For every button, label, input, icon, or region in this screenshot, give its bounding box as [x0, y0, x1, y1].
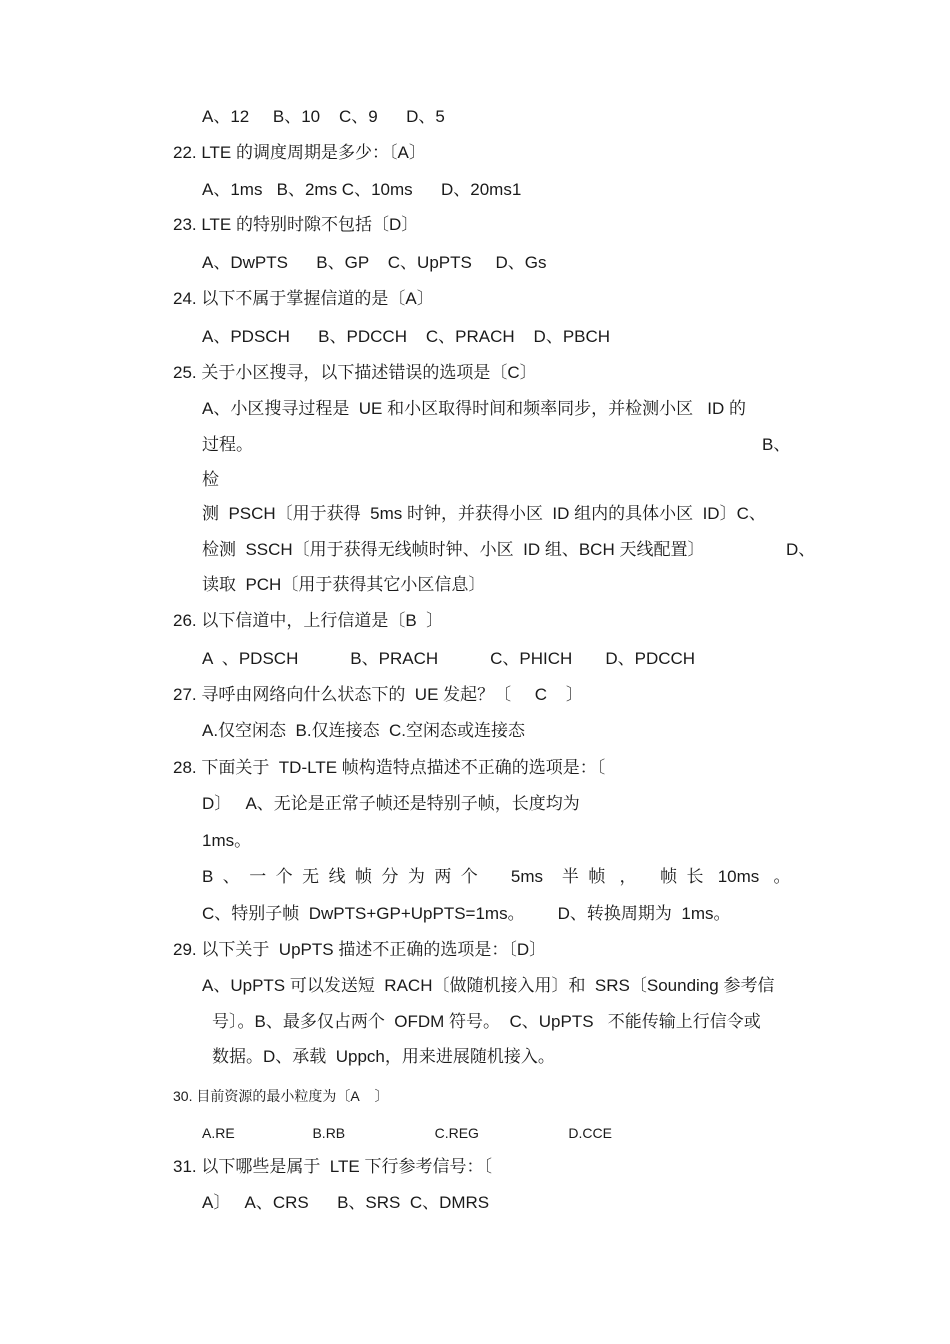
- q24-question: 24. 以下不属于掌握信道的是〔A〕: [173, 289, 434, 308]
- q25-option-b-line2: 测 PSCH〔用于获得 5ms 时钟，并获得小区 ID 组内的具体小区 ID〕C、: [202, 504, 766, 523]
- q29-option-a: A、UpPTS 可以发送短 RACH〔做随机接入用〕和 SRS〔Sounding 参考信: [202, 976, 775, 995]
- q28-option-a: D〕 A、无论是正常子帧还是特别子帧，长度均为: [202, 794, 580, 813]
- q25-option-b-line1: 检: [202, 470, 219, 489]
- q28-option-a-cont: 1ms。: [202, 831, 252, 850]
- q22-question: 22. LTE 的调度周期是多少：〔A〕: [173, 143, 426, 162]
- q23-question: 23. LTE 的特别时隙不包括〔D〕: [173, 215, 419, 234]
- q27-question: 27. 寻呼由网络向什么状态下的 UE 发起？〔 C 〕: [173, 685, 583, 704]
- q29-question: 29. 以下关于 UpPTS 描述不正确的选项是：〔D〕: [173, 940, 547, 959]
- q28-option-c-d: C、特别子帧 DwPTS+GP+UpPTS=1ms。 D、转换周期为 1ms。: [202, 904, 731, 923]
- q24-options: A、PDSCH B、PDCCH C、PRACH D、PBCH: [202, 327, 611, 346]
- q30-options: A.RE B.RB C.REG D.CCE: [202, 1125, 612, 1141]
- q26-question: 26. 以下信道中，上行信道是〔B 〕: [173, 611, 444, 630]
- q23-options: A、DwPTS B、GP C、UpPTS D、Gs: [202, 253, 547, 272]
- q29-option-b-c: 号〕。B、最多仅占两个 OFDM 符号。 C、UpPTS 不能传输上行信令或: [212, 1012, 761, 1031]
- q25-option-d: 读取 PCH〔用于获得其它小区信息〕: [202, 575, 486, 594]
- q21-options: A、12 B、10 C、9 D、5: [202, 107, 445, 126]
- q22-options: A、1ms B、2ms C、10ms D、20ms1: [202, 180, 522, 199]
- q28-option-b: B 、 一 个 无 线 帧 分 为 两 个 5ms 半 帧 ， 帧 长 10ms 。: [202, 867, 791, 886]
- q26-options: A 、PDSCH B、PRACH C、PHICH D、PDCCH: [202, 649, 696, 668]
- q25-option-b-marker: B、: [762, 435, 791, 454]
- q25-option-c: 检测 SSCH〔用于获得无线帧时钟、小区 ID 组、BCH 天线配置〕: [202, 540, 705, 559]
- q29-option-d: 数据。D、承载 Uppch，用来进展随机接入。: [212, 1047, 555, 1066]
- q25-option-a-line2: 过程。: [202, 435, 253, 454]
- q25-option-a-line1: A、小区搜寻过程是 UE 和小区取得时间和频率同步，并检测小区 ID 的: [202, 399, 747, 418]
- q25-option-d-marker: D、: [786, 540, 816, 559]
- q31-options: A〕 A、CRS B、SRS C、DMRS: [202, 1193, 490, 1212]
- q28-question: 28. 下面关于 TD-LTE 帧构造特点描述不正确的选项是：〔: [173, 758, 606, 777]
- q25-question: 25. 关于小区搜寻，以下描述错误的选项是〔C〕: [173, 363, 537, 382]
- q30-question: 30. 目前资源的最小粒度为〔A 〕: [173, 1088, 389, 1104]
- q27-options: A.仅空闲态 B.仅连接态 C.空闲态或连接态: [202, 721, 526, 740]
- q31-question: 31. 以下哪些是属于 LTE 下行参考信号：〔: [173, 1157, 492, 1176]
